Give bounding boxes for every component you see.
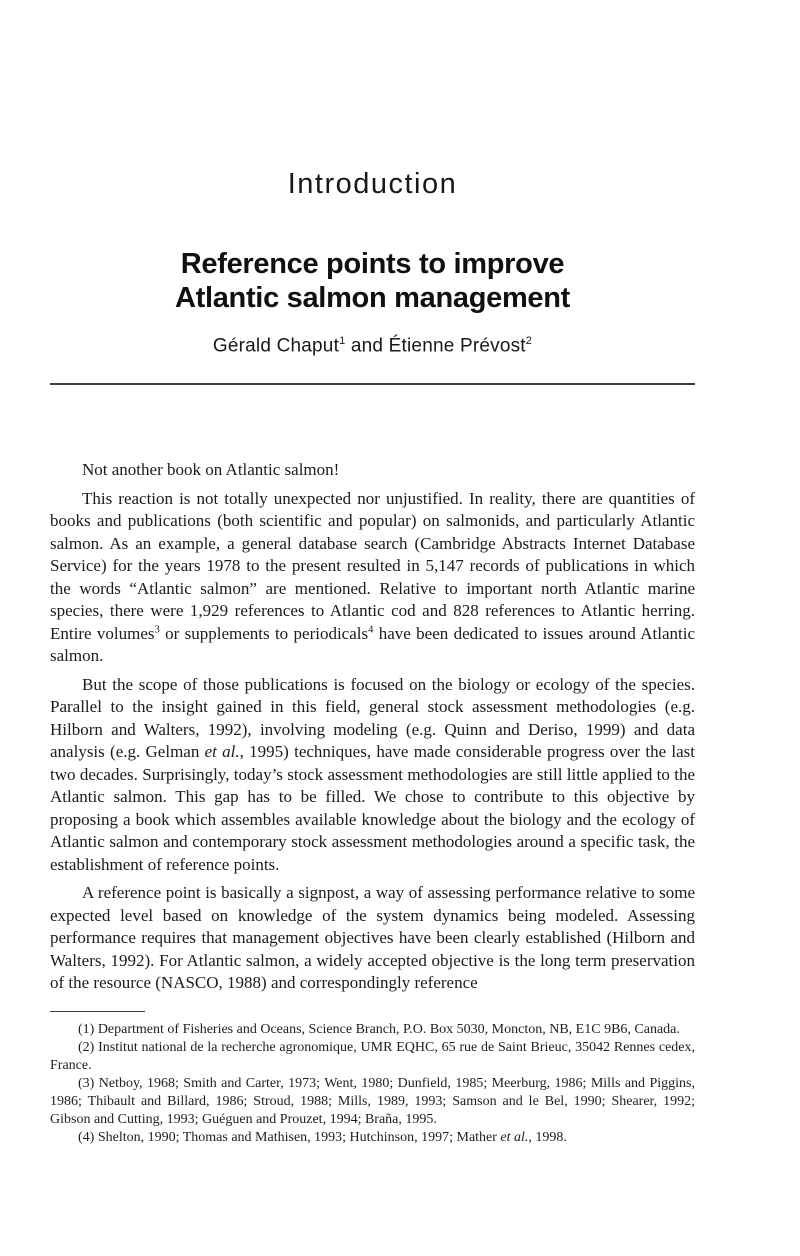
book-title-line-1: Reference points to improve	[180, 248, 565, 280]
footnote-4-periodical-references: (4) Shelton, 1990; Thomas and Mathisen, 1993; Hutchinson, 1997; Mather et al., 1998.	[78, 1129, 567, 1145]
chapter-heading: Introduction	[287, 168, 458, 200]
footnote-1-affiliation-chaput: (1) Department of Fisheries and Oceans, Science Branch, P.O. Box 5030, Moncton, NB, E1C 9B6, Canada.	[78, 1021, 680, 1037]
book-title-line-2: Atlantic salmon management	[174, 282, 571, 314]
title-divider-rule	[50, 383, 695, 385]
paragraph-opening-exclamation: Not another book on Atlantic salmon!	[82, 460, 340, 480]
footnotes	[50, 1021, 695, 1147]
footnote-divider-rule	[50, 1011, 145, 1012]
paragraph-publications-count: This reaction is not totally unexpected nor unjustified. In reality, there are quantities of books and publications (both scientific and popular) on salmonids, and particularly Atlantic salmon. As an example, a general database search (Cambridge Abstracts Internet Database Service) for the years 1978 to the present resulted in 5,147 records of publications in which the words “Atlantic salmon” are mentioned. Relative to important north Atlantic marine species, there were 1,929 references to Atlantic cod and 828 references to Atlantic herring. Entire volumes$^3$ or supplements to periodicals$^4$ have been dedicated to issues around Atlantic salmon.	[50, 488, 695, 666]
paragraph-scope-of-publications: But the scope of those publications is focused on the biology or ecology of the species. Parallel to the insight gained in this field, general stock assessment methodologies (e.g. Hilborn and Walters, 1992), involving modeling (e.g. Quinn and Deriso, 1999) and data analysis (e.g. Gelman et al., 1995) techniques, have made considerable progress over the last two decades. Surprisingly, today’s stock assessment methodologies are still little applied to the Atlantic salmon. This gap has to be filled. We chose to contribute to this objective by proposing a book which assembles available knowledge about the biology and the ecology of Atlantic salmon and contemporary stock assessment methodologies around a specific task, the establishment of reference points.	[50, 674, 695, 874]
book-title	[50, 247, 695, 315]
body-text	[50, 459, 695, 995]
footnote-3-volume-references: (3) Netboy, 1968; Smith and Carter, 1973; Went, 1980; Dunfield, 1985; Meerburg, 1986; Mills and Piggins, 1986; Thibault and Billard, 1986; Stroud, 1988; Mills, 1989, 1993; Samson and le Bel, 1990; Shearer, 1992; Gibson and Cutting, 1993; Guéguen and Prouzet, 1994; Braña, 1995.	[50, 1075, 695, 1127]
footnote-2-affiliation-prevost: (2) Institut national de la recherche agronomique, UMR EQHC, 65 rue de Saint Brieuc, 35042 Rennes cedex, France.	[50, 1039, 695, 1073]
paragraph-reference-point-definition: A reference point is basically a signpost, a way of assessing performance relative to some expected level based on knowledge of the system dynamics being modeled. Assessing performance requires that management objectives have been clearly established (Hilborn and Walters, 1992). For Atlantic salmon, a widely accepted objective is the long term preservation of the resource (NASCO, 1988) and correspondingly reference	[50, 883, 695, 993]
authors-line: Gérald Chaput$^1$ and Étienne Prévost$^2$	[212, 335, 533, 357]
